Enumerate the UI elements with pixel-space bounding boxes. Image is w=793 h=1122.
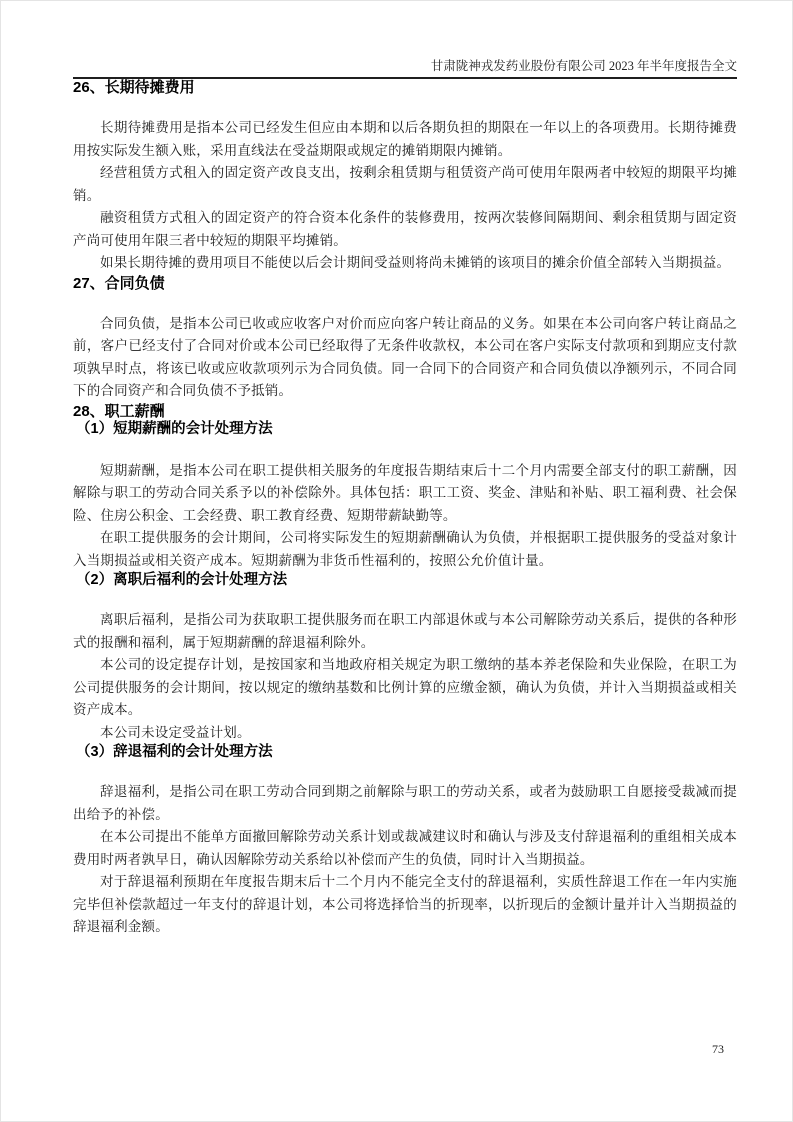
paragraph: 本公司的设定提存计划，是按国家和当地政府相关规定为职工缴纳的基本养老保险和失业保险，在职工为公司提供服务的会计期间，按以规定的缴纳基数和比例计算的应缴金额，确认为负债，并计入当期损益或相关资产成本。 — [73, 657, 737, 717]
paragraph: 融资租赁方式租入的固定资产的符合资本化条件的装修费用，按两次装修间隔期间、剩余租赁期与固定资产尚可使用年限三者中较短的期限平均摊销。 — [73, 210, 737, 248]
paragraph: 辞退福利，是指公司在职工劳动合同到期之前解除与职工的劳动关系，或者为鼓励职工自愿接受裁减而提出给予的补偿。 — [73, 784, 737, 822]
subsection-heading-28-3: （3）辞退福利的会计处理方法 — [76, 744, 273, 760]
paragraph: 经营租赁方式租入的固定资产改良支出，按剩余租赁期与租赁资产尚可使用年限两者中较短的期限平均摊销。 — [73, 165, 737, 203]
subsection-heading-28-1: （1）短期薪酬的会计处理方法 — [76, 420, 273, 437]
section-26-body — [73, 117, 737, 275]
header-title: 甘肃陇神戎发药业股份有限公司 2023 年半年度报告全文 — [430, 59, 737, 73]
page-number: 73 — [712, 1042, 724, 1056]
section-27-body — [73, 313, 737, 403]
subsection-28-2-body — [73, 609, 737, 744]
paragraph: 本公司未设定受益计划。 — [100, 724, 251, 740]
paragraph: 对于辞退福利预期在年度报告期末后十二个月内不能完全支付的辞退福利，实质性辞退工作在一年内实施完毕但补偿款超过一年支付的辞退计划，本公司将选择恰当的折现率，以折现后的金额计量并计入当期损益的辞退福利金额。 — [73, 874, 737, 934]
section-heading-28: 28、职工薪酬 — [73, 402, 165, 420]
paragraph: 合同负债，是指本公司已收或应收客户对价而应向客户转让商品的义务。如果在本公司向客户转让商品之前，客户已经支付了合同对价或本公司已经取得了无条件收款权，本公司在客户实际支付款项和到期应支付款项孰早时点，将该已收或应收款项列示为合同负债。同一合同下的合同资产和合同负债以净额列示，不同合同下的合同资产和合同负债不予抵销。 — [73, 315, 737, 398]
page-footer — [712, 1042, 724, 1057]
page-header — [73, 1, 737, 79]
paragraph: 离职后福利，是指公司为获取职工提供服务而在职工内部退休或与本公司解除劳动关系后，提供的各种形式的报酬和福利，属于短期薪酬的辞退福利除外。 — [73, 612, 737, 650]
paragraph: 短期薪酬，是指本公司在职工提供相关服务的年度报告期结束后十二个月内需要全部支付的职工薪酬，因解除与职工的劳动合同关系予以的补偿除外。具体包括：职工工资、奖金、津贴和补贴、职工福利费、社会保险、住房公积金、工会经费、职工教育经费、短期带薪缺勤等。 — [73, 462, 737, 523]
section-heading-26: 26、长期待摊费用 — [73, 79, 195, 96]
subsection-28-1-body — [73, 460, 737, 573]
paragraph: 如果长期待摊的费用项目不能使以后会计期间受益则将尚未摊销的该项目的摊余价值全部转入当期损益。 — [100, 255, 731, 270]
paragraph: 在本公司提出不能单方面撤回解除劳动关系计划或裁减建议时和确认与涉及支付辞退福利的重组相关成本费用时两者孰早日，确认因解除劳动关系给以补偿而产生的负债，同时计入当期损益。 — [73, 829, 737, 867]
paragraph: 长期待摊费用是指本公司已经发生但应由本期和以后各期负担的期限在一年以上的各项费用。长期待摊费用按实际发生额入账，采用直线法在受益期限或规定的摊销期限内摊销。 — [73, 120, 737, 158]
subsection-heading-28-2: （2）离职后福利的会计处理方法 — [76, 572, 288, 588]
content-column — [1, 1, 792, 939]
subsection-28-3-body — [73, 781, 737, 939]
paragraph: 在职工提供服务的会计期间，公司将实际发生的短期薪酬确认为负债，并根据职工提供服务的受益对象计入当期损益或相关资产成本。短期薪酬为非货币性福利的，按照公允价值计量。 — [73, 530, 737, 568]
section-heading-27: 27、合同负债 — [73, 274, 165, 292]
